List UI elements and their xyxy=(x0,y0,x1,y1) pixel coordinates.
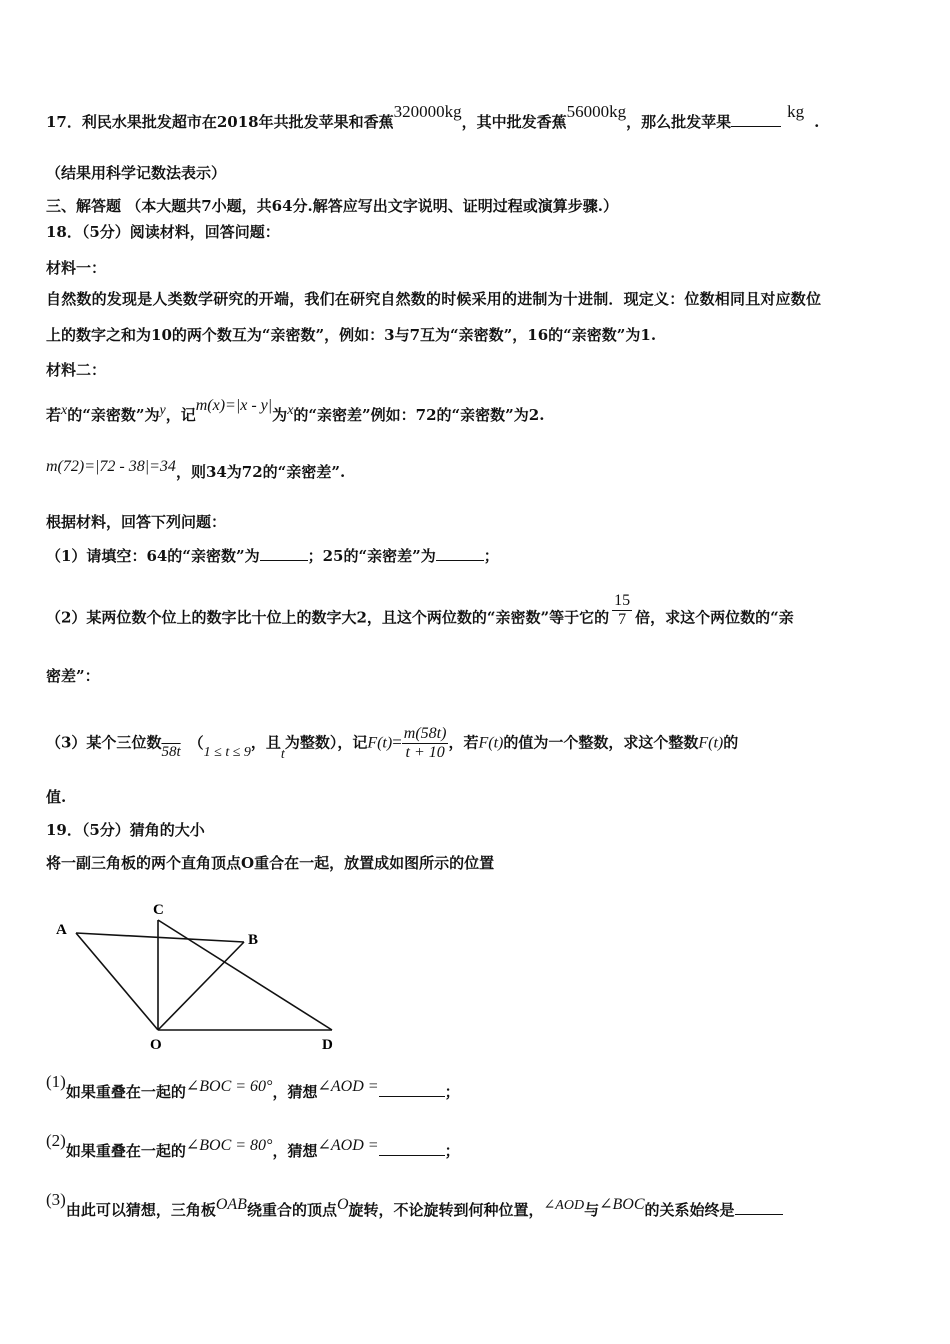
label-A: A xyxy=(56,922,67,938)
q17-text-3: ，那么批发苹果 xyxy=(626,113,732,131)
q18-part-2-cont: 密差”： xyxy=(46,667,100,685)
frac-num: m(58t) xyxy=(403,725,447,742)
text: ，且 xyxy=(250,733,281,752)
q17-note: （结果用科学记数法表示） xyxy=(46,164,227,182)
text: 倍，求这个两位数的“亲 xyxy=(635,608,794,627)
angle-BOC-80: ∠BOC = 80° xyxy=(185,1137,273,1154)
q17-end: . xyxy=(814,113,820,131)
angle-BOC-60: ∠BOC = 60° xyxy=(185,1078,273,1095)
text: ；25的“亲密差”为 xyxy=(307,547,436,565)
triangle-OAB: OAB xyxy=(215,1196,247,1213)
func-F-t: F(t) xyxy=(367,734,393,752)
text: ，记 xyxy=(165,406,196,424)
text: 的关系始终是 xyxy=(644,1201,735,1219)
label-O: O xyxy=(150,1037,162,1052)
var-y: y xyxy=(159,403,166,418)
var-t: t xyxy=(280,746,285,762)
q17-text-2: ，其中批发香蕉 xyxy=(461,113,567,131)
q18-heading: 18．（5分）阅读材料，回答问题： xyxy=(46,223,280,241)
q18-ask: 根据材料，回答下列问题： xyxy=(46,513,227,531)
q19-sub-2 xyxy=(46,1131,910,1162)
q17-answer-blank[interactable] xyxy=(731,112,781,127)
range-t: 1 ≤ t ≤ 9 xyxy=(203,744,251,760)
text: （3）某个三位数 xyxy=(46,733,162,752)
frac-den: 7 xyxy=(618,611,627,628)
angle-AOD: ∠AOD = xyxy=(317,1078,379,1095)
segment-AB xyxy=(76,933,244,942)
text: 如果重叠在一起的 xyxy=(65,1142,186,1160)
q18-material-1-p1: 自然数的发现是人类数学研究的开端，我们在研究自然数的时候采用的进制为十进制．现定义：位数相同且对应数位 xyxy=(46,290,822,308)
text: 由此可以猜想，三角板 xyxy=(65,1201,216,1219)
q17-banana-mass: 56000kg xyxy=(566,102,627,121)
q18-example xyxy=(46,458,910,483)
q19-s3-blank[interactable] xyxy=(735,1200,783,1215)
number-58t: 58t xyxy=(161,743,181,760)
q19-s2-blank[interactable] xyxy=(379,1141,445,1156)
sub-num: (3) xyxy=(46,1190,66,1209)
sub-num: (2) xyxy=(46,1131,66,1150)
text: ，若 xyxy=(448,733,479,752)
point-O: O xyxy=(336,1196,349,1213)
var-x: x xyxy=(61,403,68,418)
formula-m-72: m(72)=|72 - 38|=34 xyxy=(46,458,176,475)
segment-BO xyxy=(158,942,244,1030)
angle-AOD: ∠AOD = xyxy=(317,1137,379,1154)
q19-sub-3 xyxy=(46,1190,910,1222)
q18-part-3: （3）某个三位数58t （1 ≤ t ≤ 9，且t为整数），记F(t)= $\frac{m(58t)}{t + 10}$ ，若F(t)的值为一个整数，求这个整数F(t)的 xyxy=(46,725,739,762)
label-C: C xyxy=(153,902,164,918)
text: （2）某两位数个位上的数字比十位上的数字大2，且这个两位数的“亲密数”等于它的 xyxy=(46,608,610,627)
q17-apple-banana-mass: 320000kg xyxy=(393,102,462,121)
q19-description: 将一副三角板的两个直角顶点O重合在一起，放置成如图所示的位置 xyxy=(46,854,495,872)
angle-AOD-label: ∠AOD xyxy=(543,1198,585,1213)
segment-AO xyxy=(76,933,158,1030)
q19-s1-blank[interactable] xyxy=(379,1082,445,1097)
text: （1）请填空：64的“亲密数”为 xyxy=(46,547,260,565)
q18-part-3-cont: 值. xyxy=(46,788,67,806)
q18-part-2 xyxy=(46,592,910,637)
text: ； xyxy=(483,547,499,565)
text: ，则34为72的“亲密差”. xyxy=(175,463,346,481)
fraction-m58t-t10 xyxy=(402,725,449,762)
q18-material-2-label: 材料二： xyxy=(46,361,107,379)
q17-unit: kg xyxy=(787,102,805,121)
frac-den: t + 10 xyxy=(405,744,445,761)
q18-part-1 xyxy=(46,546,910,566)
text: ； xyxy=(444,1083,460,1101)
q19-heading: 19．（5分）猜角的大小 xyxy=(46,821,205,839)
angle-BOC-label: ∠BOC xyxy=(599,1196,645,1213)
q18-material-1-p2: 上的数字之和为10的两个数互为“亲密数”，例如：3与7互为“亲密数”，16的“亲密数”为1. xyxy=(46,326,657,344)
section-3-title: 三、解答题 （本大题共7小题，共64分.解答应写出文字说明、证明过程或演算步骤.） xyxy=(46,197,618,215)
frac-num: 15 xyxy=(614,592,631,609)
q17-text-1: 17．利民水果批发超市在2018年共批发苹果和香蕉 xyxy=(46,113,394,131)
label-D: D xyxy=(322,1037,333,1052)
text: ； xyxy=(444,1142,460,1160)
text: 为整数），记 xyxy=(284,733,368,752)
text: ，猜想 xyxy=(272,1083,318,1101)
triangle-figure xyxy=(46,892,356,1052)
q18-material-2-def xyxy=(46,397,910,427)
text: 绕重合的顶点 xyxy=(246,1201,337,1219)
label-B: B xyxy=(248,932,259,948)
q17-line xyxy=(46,102,910,132)
func-F-t-2: F(t) xyxy=(478,734,504,752)
segment-CD xyxy=(158,920,332,1030)
text: 旋转，不论旋转到何种位置， xyxy=(348,1201,544,1219)
fraction-15-7 xyxy=(612,592,632,629)
text: 与 xyxy=(584,1201,600,1219)
q18-p1-blank-2[interactable] xyxy=(436,546,484,561)
text: ，猜想 xyxy=(272,1142,318,1160)
text: 若 xyxy=(46,406,62,424)
text: 如果重叠在一起的 xyxy=(65,1083,186,1101)
text: 的值为一个整数，求这个整数 xyxy=(503,733,699,752)
var-x-2: x xyxy=(287,403,294,418)
formula-m-x: m(x)=|x - y| xyxy=(195,397,273,414)
q18-material-1-label: 材料一： xyxy=(46,259,107,277)
sub-num: (1) xyxy=(46,1072,66,1091)
text: 的 xyxy=(723,733,739,752)
text: 为 xyxy=(272,406,288,424)
q18-p1-blank-1[interactable] xyxy=(260,546,308,561)
text: 的“亲密差”例如：72的“亲密数”为2. xyxy=(293,406,545,424)
text: 的“亲密数”为 xyxy=(67,406,160,424)
func-F-t-3: F(t) xyxy=(698,734,724,752)
q19-sub-1 xyxy=(46,1072,910,1103)
